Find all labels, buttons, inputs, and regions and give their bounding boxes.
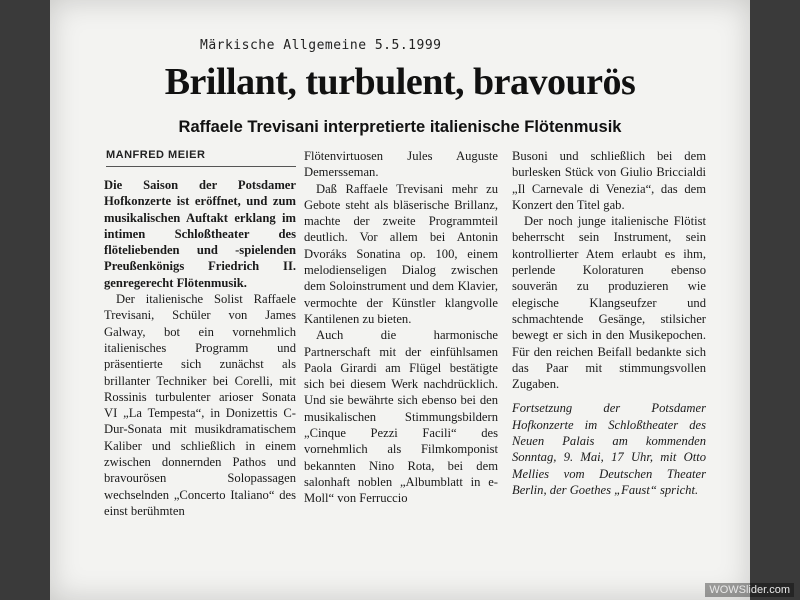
subheadline: Raffaele Trevisani interpretierte italienische Flötenmusik: [178, 118, 622, 136]
byline: MANFRED MEIER: [106, 149, 206, 161]
watermark: WOWSlider.com: [705, 583, 794, 597]
newspaper-clipping: [50, 0, 750, 600]
source-line: Märkische Allgemeine 5.5.1999: [200, 38, 442, 53]
event-notice: Fortsetzung der Potsdamer Hofkonzerte im Schloßtheater des Neuen Palais am kommenden Sonntag, 9. Mai, 17 Uhr, mit Otto Mellies vom Deutschen Theater Berlin, der Goethes „Faust“ spricht.: [512, 401, 706, 497]
paragraph: Der noch junge italienische Flötist beherrscht sein Instrument, sein kontrollierter Atem erlaubt es ihm, perlende Koloraturen ebenso souverän zu produzieren wie elegische Klangseufzer und schmachtende Gesänge, stilsicher bewegt er sich in den Musikepochen. Für den reichen Beifall bedankte sich das Paar mit stimmungsvollen Zugaben.: [512, 214, 706, 392]
article-column-1: [104, 177, 296, 519]
byline-rule: [106, 166, 296, 167]
article-column-2: [304, 148, 498, 507]
paragraph: Auch die harmonische Partnerschaft mit der einfühlsamen Paola Girardi am Flügel bestätigte sich bei diesem Werk nachdrücklich. Und sie bewährte sich ebenso bei den musikalischen Stimmungsbildern „Cinque Pezzi Facili“ des vornehmlich als Filmkomponist bekannten Nino Rota, bei dem salonhaft noblen „Albumblatt in e-Moll“ von Ferruccio: [304, 328, 498, 506]
paragraph: Der italienische Solist Raffaele Trevisani, Schüler von James Galway, bot ein vornehmlich italienisches Programm und präsentierte sich zunächst als brillanter Techniker bei Corelli, mit Rossinis turbulenter arioser Sonata VI „La Tempesta“, in Donizettis C-Dur-Sonata mit musikdramatischem Kaliber und schließlich in einem zwischen donnernden Pathos und bravourösen Solopassagen wechselnden „Concerto Italiano“ des einst berühmten: [104, 292, 296, 518]
paragraph: Busoni und schließlich bei dem burlesken Stück von Giulio Briccialdi „Il Carnevale di Venezia“, das dem Konzert den Titel gab.: [512, 149, 706, 212]
paragraph: Flötenvirtuosen Jules Auguste Demersseman.: [304, 149, 498, 180]
lead-paragraph: Die Saison der Potsdamer Hofkonzerte ist eröffnet, und zum musikalischen Auftakt erklang im intimen Schloßtheater des flöteliebenden und -spielenden Preußenkönigs Friedrich II. genregerecht Flötenmusik.: [104, 178, 296, 290]
headline: Brillant, turbulent, bravourös: [164, 61, 636, 103]
article-column-3: [512, 148, 706, 498]
paragraph: Daß Raffaele Trevisani mehr zu Gebote steht als bläserische Brillanz, machte der zweite Programmteil deutlich. Vor allem bei Antonin Dvoráks Sonatina op. 100, einem melodienseligen Dialog zwischen dem Soloinstrument und dem Klavier, vermochte der Künstler klangvolle Kantilenen zu bieten.: [304, 181, 498, 326]
